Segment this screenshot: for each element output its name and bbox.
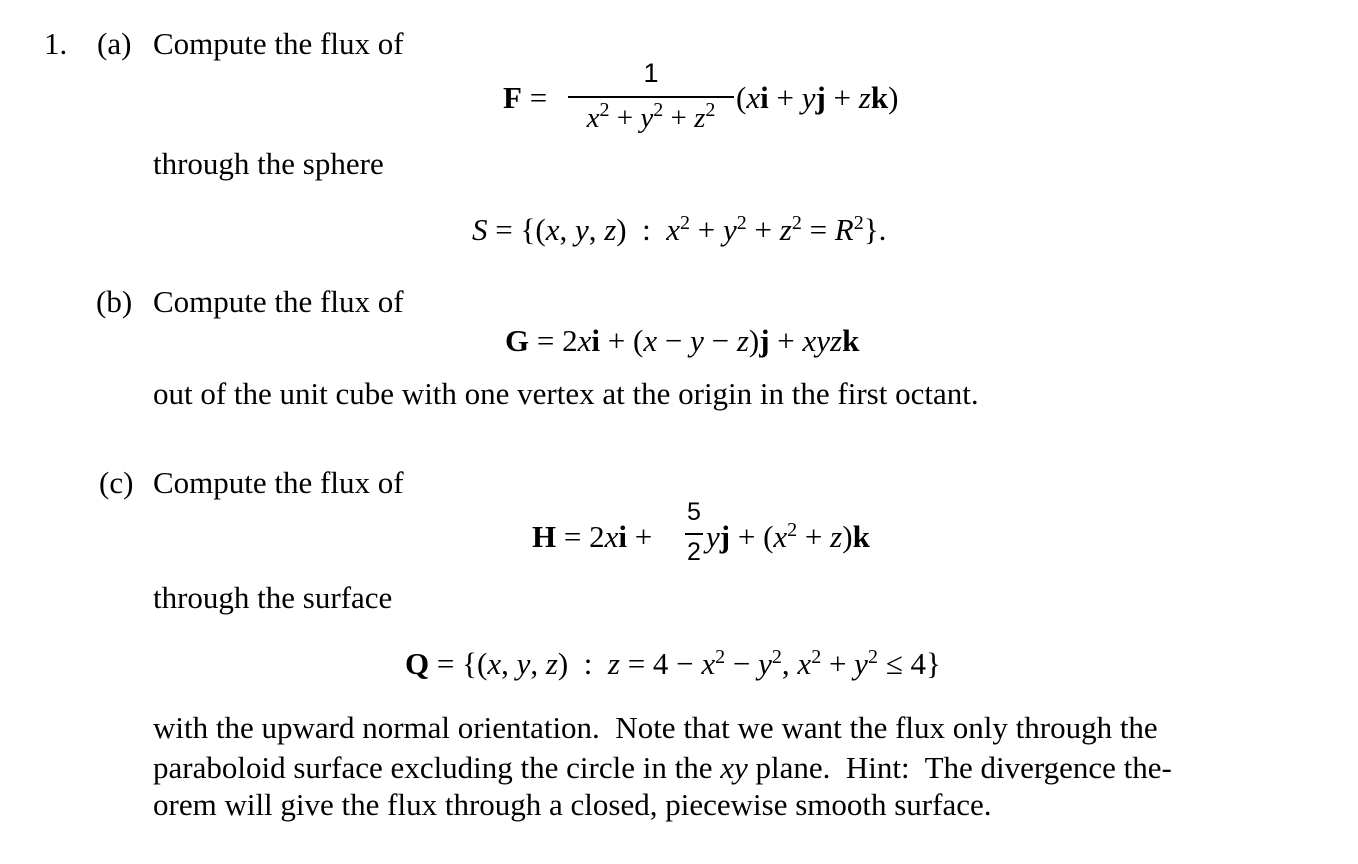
H-fraction-numerator: 5 — [687, 498, 701, 526]
part-c-through: through the surface — [153, 580, 393, 615]
H-fraction-denominator: 2 — [687, 538, 701, 566]
equation-G: G = 2xi + (x − y − z)j + xyzk — [505, 323, 860, 358]
F-fraction-numerator: 1 — [643, 58, 659, 88]
part-b-label: (b) — [96, 284, 133, 319]
part-a-label: (a) — [97, 26, 132, 61]
equation-S: S = {(x, y, z) : $x^2 + y^2 + z^2 = R^2$}. — [472, 212, 887, 247]
part-b-intro: Compute the flux of — [153, 284, 404, 319]
part-c-closing-line-2: paraboloid surface excluding the circle in the xy plane. Hint: The divergence the- — [153, 750, 1172, 785]
part-c-closing-line-1: with the upward normal orientation. Note that we want the flux only through the — [153, 710, 1158, 745]
H-fraction-bar — [685, 533, 703, 535]
part-c-label: (c) — [99, 465, 134, 500]
part-a-through: through the sphere — [153, 146, 384, 181]
part-a-intro: Compute the flux of — [153, 26, 404, 61]
problem-number: 1. — [44, 26, 68, 61]
equation-Q: Q = {(x, y, z) : $z = 4 - x^2 - y^2$, $x^2 + y^2 \le 4$} — [405, 646, 941, 681]
F-fraction-bar — [568, 96, 734, 98]
part-c-intro: Compute the flux of — [153, 465, 404, 500]
part-b-out-of: out of the unit cube with one vertex at the origin in the first octant. — [153, 376, 979, 411]
part-c-closing-line-3: orem will give the flux through a closed, piecewise smooth surface. — [153, 787, 992, 822]
